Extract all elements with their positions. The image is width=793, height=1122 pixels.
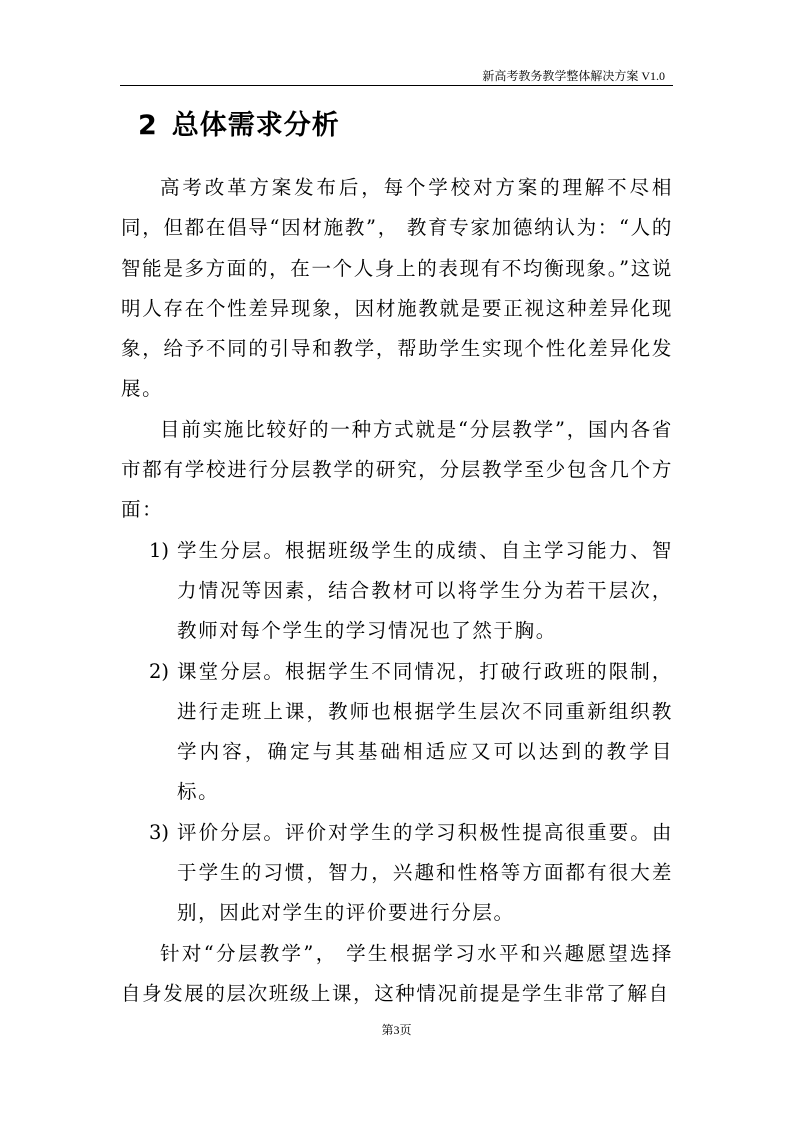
list-marker: 3) [149,820,170,844]
header-rule [120,85,673,86]
section-number: 2 [138,110,158,141]
aspects-list [121,531,673,934]
list-item [121,531,673,652]
document-body [121,168,673,1014]
list-item-text: 课堂分层。根据学生不同情况，打破行政班的限制，进行走班上课，教师也根据学生层次不同重新组织教学内容，确定与其基础相适应又可以达到的教学目标。 [177,659,673,804]
running-header: 新高考教务教学整体解决方案 V1.0 [482,69,665,83]
list-item [121,652,673,813]
paragraph-closing: 针对“分层教学”， 学生根据学习水平和兴趣愿望选择自身发展的层次班级上课，这种情况前提是学生非常了解自 [121,941,673,1005]
page-number: 第3页 [381,1023,412,1037]
list-marker: 1) [149,538,170,562]
list-item-text: 学生分层。根据班级学生的成绩、自主学习能力、智力情况等因素，结合教材可以将学生分为若干层次，教师对每个学生的学习情况也了然于胸。 [177,538,673,643]
list-item [121,813,673,934]
section-title: 总体需求分析 [171,110,340,141]
paragraph-intro: 高考改革方案发布后，每个学校对方案的理解不尽相同，但都在倡导“因材施教”， 教育专家加德纳认为：“人的智能是多方面的，在一个人身上的表现有不均衡现象。”这说明人存在个性差异现象，因材施教就是要正视这种差异化现象，给予不同的引导和教学，帮助学生实现个性化差异化发展。 [121,176,673,401]
list-item-text: 评价分层。评价对学生的学习积极性提高很重要。由于学生的习惯，智力，兴趣和性格等方面都有很大差别，因此对学生的评价要进行分层。 [177,820,673,925]
section-heading [138,103,340,142]
paragraph-layered-teaching: 目前实施比较好的一种方式就是“分层教学”，国内各省市都有学校进行分层教学的研究，分层教学至少包含几个方面： [121,417,673,522]
list-marker: 2) [149,659,170,683]
